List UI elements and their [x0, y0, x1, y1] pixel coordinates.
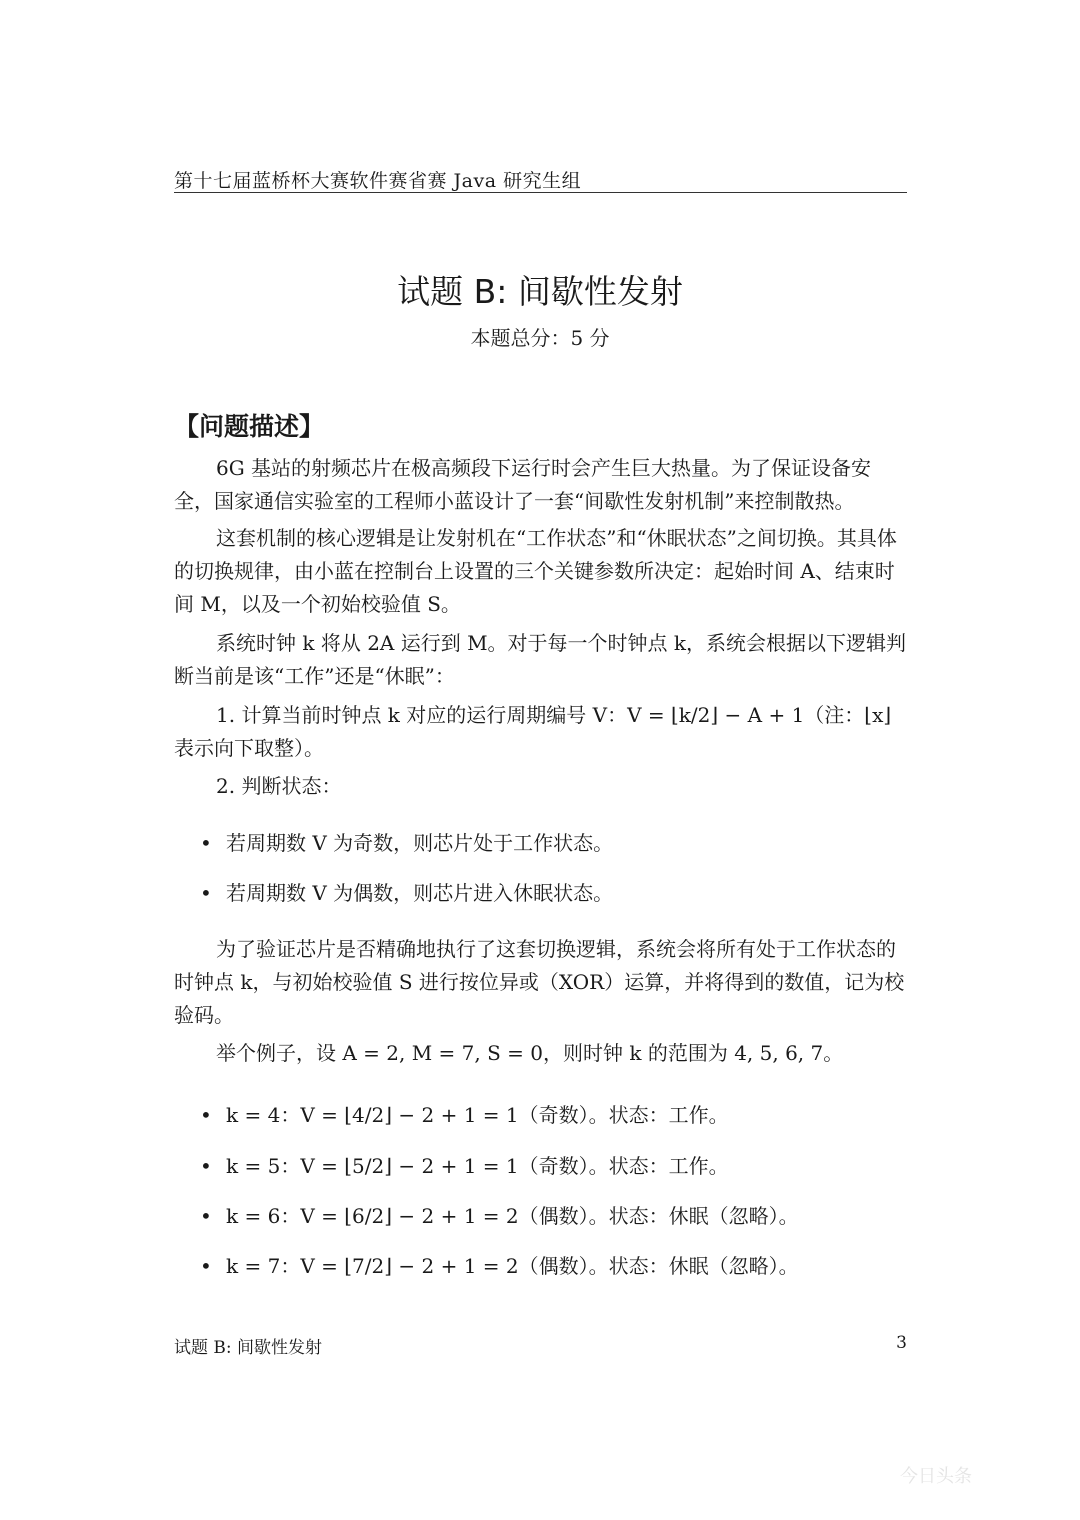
rule-even: • 若周期数 V 为偶数，则芯片进入休眠状态。 [200, 881, 614, 905]
section-heading: 【问题描述】 [174, 412, 325, 441]
problem-score: 本题总分：5 分 [470, 326, 610, 350]
step-2: 2. 判断状态： [216, 774, 342, 798]
page-number: 3 [896, 1333, 907, 1353]
header-divider [174, 192, 907, 193]
paragraph-example: 举个例子，设 A = 2, M = 7, S = 0，则时钟 k 的范围为 4, 5, 6, 7。 [216, 1041, 844, 1065]
example-k5: • k = 5：V = ⌊5/2⌋ − 2 + 1 = 1（奇数）。状态：工作。 [200, 1154, 729, 1178]
problem-title: 试题 B: 间歇性发射 [397, 272, 683, 311]
paragraph-clock: 系统时钟 k 将从 2A 运行到 M。对于每一个时钟点 k，系统会根据以下逻辑判断当前是该“工作”还是“休眠”： [174, 631, 907, 688]
step-1: 1. 计算当前时钟点 k 对应的运行周期编号 V：V = ⌊k/2⌋ − A + 1（注：⌊x⌋ 表示向下取整）。 [174, 703, 892, 760]
example-k6: • k = 6：V = ⌊6/2⌋ − 2 + 1 = 2（偶数）。状态：休眠（忽略）。 [200, 1204, 799, 1228]
paragraph-intro: 6G 基站的射频芯片在极高频段下运行时会产生巨大热量。为了保证设备安全，国家通信实验室的工程师小蓝设计了一套“间歇性发射机制”来控制散热。 [174, 456, 872, 513]
paragraph-mechanism: 这套机制的核心逻辑是让发射机在“工作状态”和“休眠状态”之间切换。其具体的切换规律，由小蓝在控制台上设置的三个关键参数所决定：起始时间 A、结束时间 M，以及一个初始校验值 S。 [174, 526, 897, 616]
paragraph-checksum: 为了验证芯片是否精确地执行了这套切换逻辑，系统会将所有处于工作状态的时钟点 k，与初始校验值 S 进行按位异或（XOR）运算，并将得到的数值，记为校验码。 [174, 937, 905, 1027]
footer-title: 试题 B: 间歇性发射 [174, 1338, 323, 1358]
watermark: 今日头条 [900, 1466, 972, 1487]
example-k7: • k = 7：V = ⌊7/2⌋ − 2 + 1 = 2（偶数）。状态：休眠（忽略）。 [200, 1254, 799, 1278]
rule-odd: • 若周期数 V 为奇数，则芯片处于工作状态。 [200, 831, 614, 855]
example-k4: • k = 4：V = ⌊4/2⌋ − 2 + 1 = 1（奇数）。状态：工作。 [200, 1103, 729, 1127]
running-header: 第十七届蓝桥杯大赛软件赛省赛 Java 研究生组 [174, 170, 582, 192]
